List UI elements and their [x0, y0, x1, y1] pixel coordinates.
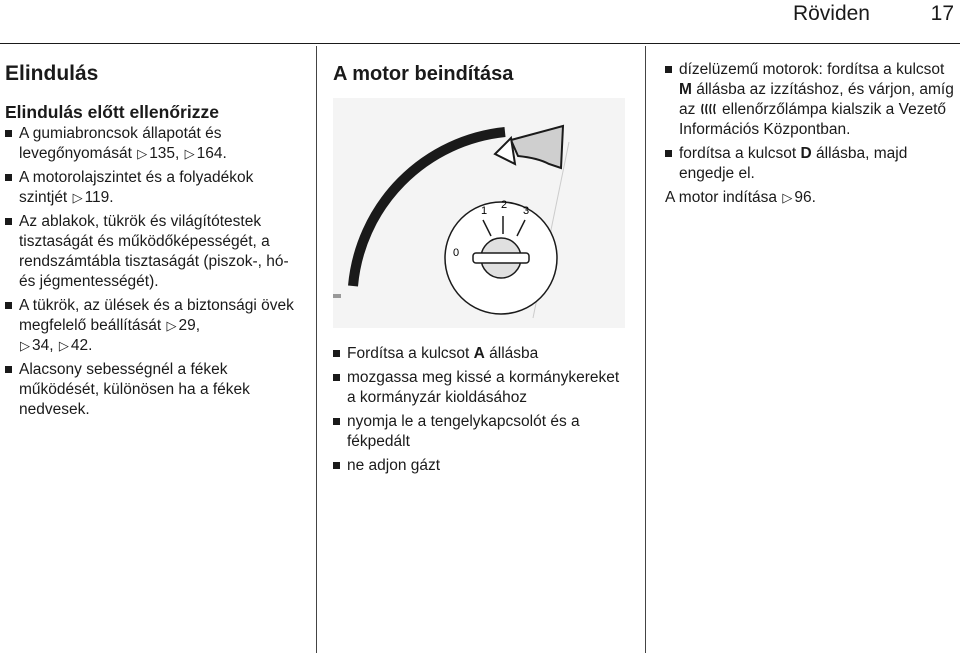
list-item: Az ablakok, tükrök és világítótestek tisztaságát és működőképességét, a rendszámtábla tisztaságát (piszok-, hó- és jégmentességét). [5, 212, 305, 292]
page-reference[interactable]: 119. [84, 189, 114, 206]
rotation-arrow-icon [511, 126, 563, 168]
list-item: nyomja le a tengelykapcsolót és a fékpedált [333, 412, 628, 452]
page-reference[interactable]: 34, [32, 337, 54, 354]
page-reference[interactable]: 135, [149, 145, 180, 162]
ignition-illustration [333, 98, 625, 328]
page-reference[interactable]: 29, [178, 317, 201, 334]
page-header [0, 0, 960, 46]
square-bullet-icon [665, 66, 672, 73]
cross-reference: A motor indítása ▷ 96. [665, 189, 816, 206]
column-engine-start [333, 60, 628, 88]
step-list [333, 344, 628, 476]
square-bullet-icon [333, 462, 340, 469]
reference-arrow-icon: ▷ [166, 318, 177, 333]
glow-plug-icon [700, 102, 718, 116]
column-divider [316, 46, 317, 653]
reference-arrow-icon: ▷ [20, 338, 30, 353]
list-item: ne adjon gázt [333, 456, 628, 476]
square-bullet-icon [5, 130, 12, 137]
key-position: D [800, 145, 812, 162]
list-item: mozgassa meg kissé a kormánykereket a kormányzár kioldásához [333, 368, 628, 408]
square-bullet-icon [665, 150, 672, 157]
reference-arrow-icon: ▷ [782, 190, 793, 205]
reference-arrow-icon: ▷ [58, 338, 69, 353]
position-label: 3 [523, 205, 530, 217]
heading-engine-start: A motor beindítása [333, 63, 514, 85]
square-bullet-icon [333, 374, 340, 381]
engine-start-steps [333, 344, 628, 480]
section-title: Röviden [792, 2, 870, 25]
list-item: A motorolajszintet és a folyadékok szintjét ▷ 119. [5, 168, 305, 208]
list-item: A gumiabroncsok állapotát és levegőnyomását ▷ 135, ▷ 164. [5, 124, 305, 164]
list-item: Alacsony sebességnél a fékek működését, különösen ha a fékek nedvesek. [5, 360, 305, 420]
subheading-checks: Elindulás előtt ellenőrizze [5, 102, 219, 122]
key-slot [473, 253, 529, 263]
list-item: fordítsa a kulcsot D állásba, majd engedje el. [665, 144, 957, 184]
key-position: A [473, 345, 485, 362]
page-reference[interactable]: 42. [70, 337, 93, 354]
page-reference[interactable]: 96. [794, 189, 816, 206]
list-item: A tükrök, az ülések és a biztonsági övek megfelelő beállítását ▷ 29, ▷ 34, ▷ 42. [5, 296, 305, 356]
position-label: 0 [453, 247, 460, 259]
note-list [665, 60, 957, 184]
figure-mark [333, 294, 341, 298]
square-bullet-icon [5, 218, 12, 225]
reference-arrow-icon: ▷ [184, 146, 195, 161]
position-label: 2 [501, 199, 508, 211]
reference-arrow-icon: ▷ [137, 146, 148, 161]
page-reference[interactable]: 164. [196, 145, 227, 162]
ignition-figure [333, 98, 625, 328]
square-bullet-icon [5, 302, 12, 309]
page-number: 17 [930, 2, 954, 25]
position-label: 1 [481, 205, 488, 217]
column-start-checks [5, 60, 305, 424]
column-diesel-notes [665, 60, 957, 208]
square-bullet-icon [5, 366, 12, 373]
list-item: dízelüzemű motorok: fordítsa a kulcsot M állásba az izzításhoz, és várjon, amíg az ellenőrzőlámpa kialszik a Vezető Információs Központban. [665, 60, 957, 140]
column-divider [645, 46, 646, 653]
square-bullet-icon [333, 350, 340, 357]
reference-arrow-icon: ▷ [72, 190, 83, 205]
list-item: Fordítsa a kulcsot A állásba [333, 344, 628, 364]
header-rule [0, 43, 960, 44]
arrow-head-icon [495, 138, 515, 164]
check-list [5, 124, 305, 420]
heading-starting: Elindulás [5, 62, 99, 85]
square-bullet-icon [333, 418, 340, 425]
key-position: M [679, 81, 692, 98]
square-bullet-icon [5, 174, 12, 181]
